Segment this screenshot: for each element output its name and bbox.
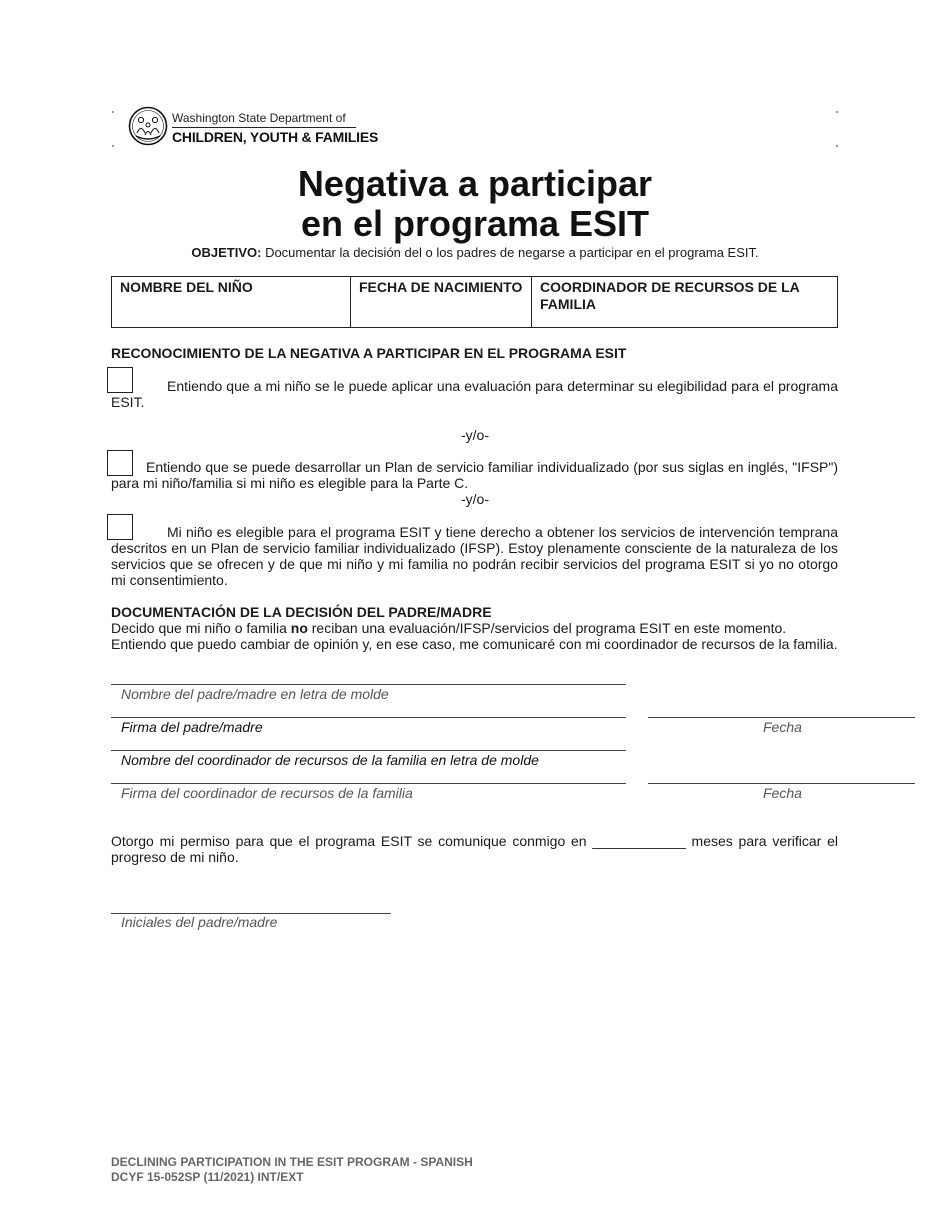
coordinator-name-line[interactable]: [111, 750, 626, 751]
parent-signature-label: Firma del padre/madre: [121, 719, 263, 735]
footer-form-number: DCYF 15-052SP (11/2021) INT/EXT: [111, 1170, 304, 1184]
coordinator-signature-line[interactable]: [111, 783, 626, 784]
agency-logo: [128, 106, 379, 148]
birth-date-field[interactable]: FECHA DE NACIMIENTO: [351, 277, 532, 327]
dcyf-family-seal-icon: [128, 106, 168, 146]
decision-statement: [111, 620, 838, 636]
and-or-separator: -y/o-: [461, 427, 489, 443]
acknowledgement-item-2: Entiendo que se puede desarrollar un Plan de servicio familiar individualizado (por sus siglas en inglés, "IFSP") para mi niño/familia si mi niño es elegible para la Parte C.: [111, 459, 838, 491]
decision-heading: DOCUMENTACIÓN DE LA DECISIÓN DEL PADRE/MADRE: [111, 604, 492, 620]
footer-form-title: DECLINING PARTICIPATION IN THE ESIT PROGRAM - SPANISH: [111, 1155, 473, 1169]
decision-text-a: Decido que mi niño o familia: [111, 620, 291, 636]
decision-no-emphasis: no: [290, 620, 308, 636]
corner-mark: [112, 111, 114, 113]
parent-signature-line[interactable]: [111, 717, 626, 718]
corner-mark: [836, 111, 838, 113]
coordinator-field[interactable]: COORDINADOR DE RECURSOS DE LA FAMILIA: [540, 279, 800, 312]
parent-date-line[interactable]: [648, 717, 915, 718]
coordinator-name-label: Nombre del coordinador de recursos de la familia en letra de molde: [121, 752, 539, 768]
acknowledgement-heading: RECONOCIMIENTO DE LA NEGATIVA A PARTICIPAR EN EL PROGRAMA ESIT: [111, 345, 627, 361]
and-or-separator: -y/o-: [461, 491, 489, 507]
objective-label: OBJETIVO:: [191, 245, 262, 260]
logo-divider: [172, 127, 356, 128]
parent-date-label: Fecha: [763, 719, 802, 735]
page-title-line1: Negativa a participar: [297, 163, 653, 204]
child-info-table: [111, 276, 838, 328]
corner-mark: [112, 145, 114, 147]
objective-text: Documentar la decisión del o los padres de negarse a participar en el programa ESIT.: [265, 245, 759, 260]
decision-change-mind: Entiendo que puedo cambiar de opinión y, en ese caso, me comunicaré con mi coordinador de recursos de la familia.: [111, 636, 838, 652]
coordinator-date-label: Fecha: [763, 785, 802, 801]
child-name-field[interactable]: NOMBRE DEL NIÑO: [112, 277, 351, 327]
coordinator-signature-label: Firma del coordinador de recursos de la familia: [121, 785, 413, 801]
corner-mark: [836, 145, 838, 147]
org-name-line1: Washington State Department of: [172, 111, 346, 125]
org-name-line2: CHILDREN, YOUTH & FAMILIES: [172, 129, 379, 145]
acknowledgement-item-3: Mi niño es elegible para el programa ESIT y tiene derecho a obtener los servicios de intervención temprana descritos en un Plan de servicio familiar individualizado (IFSP). Estoy plenamente consciente de la naturaleza de los servicios que se ofrecen y de que mi niño y mi familia no podrán recibir servicios del programa ESIT si yo no otorgo mi consentimiento.: [111, 524, 838, 588]
decision-text-b: reciban una evaluación/IFSP/servicios del programa ESIT en este momento.: [307, 620, 787, 636]
page-title-line2: en el programa ESIT: [300, 203, 650, 244]
acknowledgement-item-1: Entiendo que a mi niño se le puede aplicar una evaluación para determinar su elegibilidad para el programa ESIT.: [111, 378, 838, 410]
follow-up-permission: Otorgo mi permiso para que el programa ESIT se comunique conmigo en ____________ meses para verificar el progreso de mi niño.: [111, 833, 838, 865]
initials-label: Iniciales del padre/madre: [121, 914, 278, 930]
objective: [0, 245, 950, 260]
coordinator-date-line[interactable]: [648, 783, 915, 784]
parent-name-line[interactable]: [111, 684, 626, 685]
parent-name-label: Nombre del padre/madre en letra de molde: [121, 686, 389, 702]
